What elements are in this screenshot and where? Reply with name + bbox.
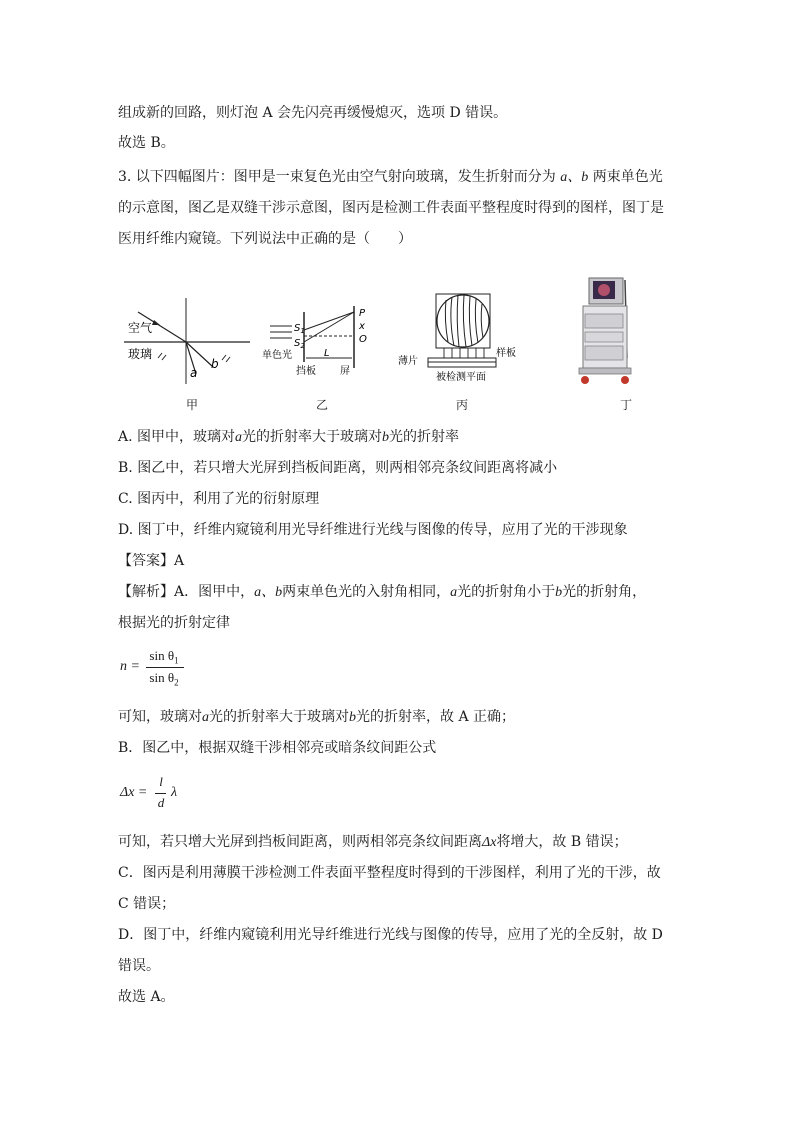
label-screen: 屏 <box>340 366 350 377</box>
label-light: 单色光 <box>262 350 292 361</box>
fraction-bar <box>155 793 166 794</box>
label-sample: 样板 <box>496 348 516 359</box>
analysis-line-1 <box>118 583 646 602</box>
analysis-line-9: 错误。 <box>118 958 160 974</box>
analysis-text: 光的折射角， <box>562 584 647 600</box>
symbol-a: a <box>202 710 209 725</box>
text-line-2: 故选 B。 <box>118 135 175 151</box>
label-ray-a: a <box>190 366 198 380</box>
option-a-text: A. 图甲中，玻璃对 <box>118 429 236 445</box>
analysis-line-10: 故选 A。 <box>118 989 175 1005</box>
symbol-b: b <box>555 585 563 600</box>
label-air: 空气 <box>128 321 153 335</box>
formula-lhs: n = <box>120 659 140 674</box>
caption-bing: 丙 <box>456 398 469 412</box>
option-b: B. 图乙中，若只增大光屏到挡板间距离，则两相邻亮条纹间距离将减小 <box>118 460 558 476</box>
symbol-a: a <box>450 585 458 600</box>
analysis-text: 【解析】A．图甲中， <box>118 584 255 600</box>
label-glass: 玻璃 <box>128 347 153 361</box>
figure-yi <box>262 302 382 384</box>
symbol-ab: a、b <box>560 170 589 185</box>
figure-bing <box>396 290 528 386</box>
answer: 【答案】A <box>118 553 185 569</box>
analysis-line-3 <box>118 708 515 727</box>
label-ray-b: b <box>211 357 219 371</box>
analysis-text: 光的折射角小于 <box>457 584 556 600</box>
analysis-line-5 <box>118 833 628 852</box>
analysis-text: 将增大，故 B 错误； <box>496 834 628 850</box>
label-plate: 挡板 <box>296 366 316 377</box>
caption-ding: 丁 <box>620 398 633 412</box>
question-text: 两束单色光 <box>592 169 663 185</box>
label-s2: $S_2$ <box>294 338 305 350</box>
analysis-text: 光的折射率大于玻璃对 <box>209 709 349 725</box>
label-x: x <box>359 321 365 332</box>
fraction-bar <box>146 667 184 668</box>
option-a-text: 光的折射率 <box>389 429 460 445</box>
figure-ding <box>575 274 637 392</box>
option-a <box>118 428 459 447</box>
formula-denominator: d <box>157 795 165 810</box>
question-line-3: 医用纤维内窥镜。下列说法中正确的是（ ） <box>118 231 412 247</box>
formula-numerator: l <box>159 774 163 789</box>
analysis-line-8: D．图丁中，纤维内窥镜利用光导纤维进行光线与图像的传导，应用了光的全反射，故 D <box>118 927 663 943</box>
figure-jia <box>118 292 258 397</box>
symbol-a: a <box>235 430 243 445</box>
analysis-line-6: C．图丙是利用薄膜干涉检测工件表面平整程度时得到的干涉图样，利用了光的干涉，故 <box>118 865 661 881</box>
label-s1: $S_1$ <box>294 323 305 335</box>
label-surface: 被检测平面 <box>436 372 486 383</box>
analysis-text: 可知，若只增大光屏到挡板间距离，则两相邻亮条纹间距离 <box>118 834 482 850</box>
option-c: C. 图丙中，利用了光的衍射原理 <box>118 491 320 507</box>
caption-yi: 乙 <box>316 398 329 412</box>
formula-rhs: λ <box>171 785 178 800</box>
symbol-b: b <box>349 710 356 725</box>
analysis-line-2: 根据光的折射定律 <box>118 615 230 631</box>
formula-denominator: $\sin \theta_2$ <box>149 670 179 688</box>
symbol-dx: Δx <box>482 835 497 850</box>
question-line-1 <box>118 168 663 187</box>
option-d: D. 图丁中，纤维内窥镜利用光导纤维进行光线与图像的传导，应用了光的干涉现象 <box>118 522 628 538</box>
analysis-text: 光的折射率，故 A 正确； <box>356 709 516 725</box>
option-a-text: 光的折射率大于玻璃对 <box>242 429 383 445</box>
question-line-2: 的示意图，图乙是双缝干涉示意图，图丙是检测工件表面平整程度时得到的图样，图丁是 <box>118 200 664 216</box>
formula-numerator: $\sin \theta_1$ <box>149 648 179 666</box>
label-P: P <box>359 308 366 319</box>
analysis-text: 两束单色光的入射角相同， <box>282 584 451 600</box>
analysis-text: 可知，玻璃对 <box>118 709 202 725</box>
question-text: 3. 以下四幅图片：图甲是一束复色光由空气射向玻璃，发生折射而分为 <box>118 169 556 185</box>
analysis-line-4: B．图乙中，根据双缝干涉相邻亮或暗条纹间距公式 <box>118 740 437 756</box>
symbol-ab: a、b <box>254 585 283 600</box>
symbol-b: b <box>382 430 390 445</box>
analysis-line-7: C 错误； <box>118 896 176 912</box>
label-thin: 薄片 <box>398 356 418 367</box>
formula-lhs: Δx = <box>120 785 148 800</box>
caption-jia: 甲 <box>186 398 199 412</box>
label-O: O <box>359 334 367 345</box>
label-L: L <box>324 348 330 359</box>
text-line-1: 组成新的回路，则灯泡 A 会先闪亮再缓慢熄灭，选项 D 错误。 <box>118 105 508 121</box>
